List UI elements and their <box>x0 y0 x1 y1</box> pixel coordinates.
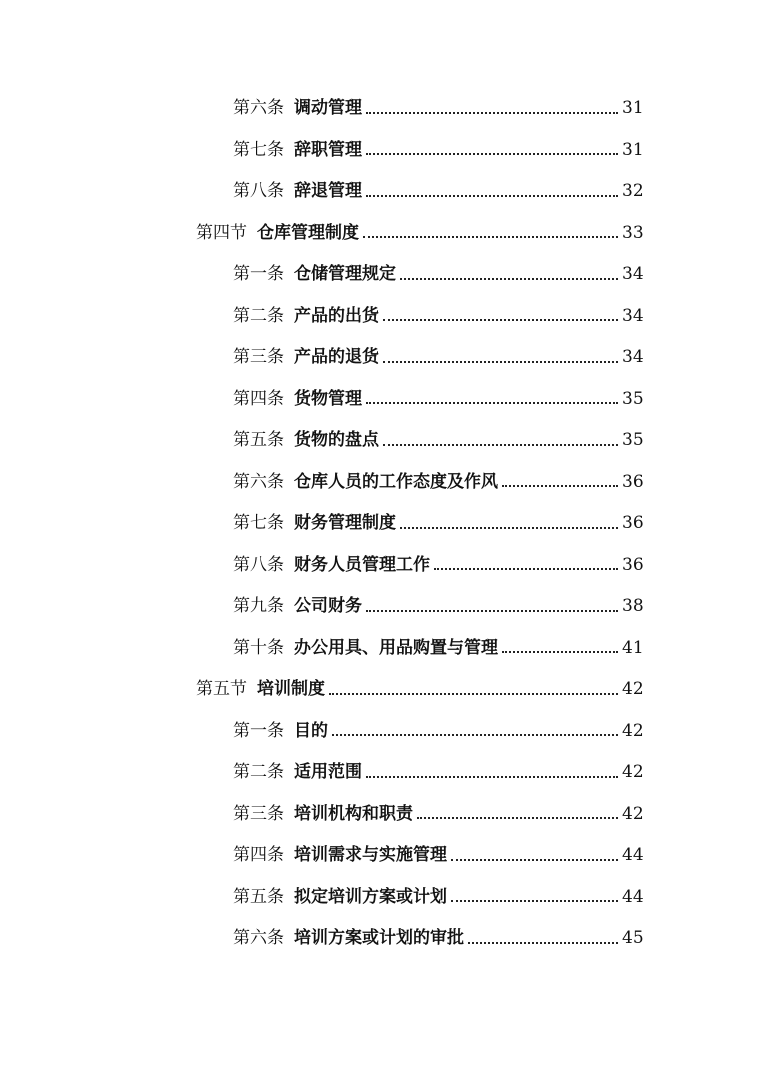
toc-entry[interactable] <box>0 254 761 296</box>
toc-entry-page: 38 <box>622 596 644 617</box>
toc-entry[interactable] <box>0 628 761 670</box>
toc-entry-page: 33 <box>622 222 644 243</box>
toc-leader-dots <box>329 692 618 695</box>
toc-leader-dots <box>366 775 618 778</box>
toc-entry-page: 42 <box>622 679 644 700</box>
toc-entry[interactable] <box>0 545 761 587</box>
toc-entry-title: 产品的出货 <box>294 305 379 326</box>
toc-entry-number: 第十条 <box>233 637 284 658</box>
toc-entry-page: 35 <box>622 388 644 409</box>
toc-entry-title: 公司财务 <box>294 596 362 617</box>
toc-entry-title: 办公用具、用品购置与管理 <box>294 637 498 658</box>
toc-entry[interactable] <box>0 379 761 421</box>
toc-entry-title: 适用范围 <box>294 762 362 783</box>
toc-leader-dots <box>363 235 618 238</box>
toc-entry-number: 第六条 <box>233 98 284 119</box>
toc-leader-dots <box>383 443 618 446</box>
toc-entry-title: 培训机构和职责 <box>294 803 413 824</box>
toc-leader-dots <box>400 277 618 280</box>
toc-entry-title: 调动管理 <box>294 98 362 119</box>
toc-entry-number: 第九条 <box>233 596 284 617</box>
toc-entry-page: 32 <box>622 181 644 202</box>
toc-leader-dots <box>451 899 618 902</box>
toc-entry-page: 45 <box>622 928 644 949</box>
toc-entry-number: 第一条 <box>233 264 284 285</box>
toc-entry-title: 仓储管理规定 <box>294 264 396 285</box>
toc-leader-dots <box>383 318 618 321</box>
toc-entry-title: 辞职管理 <box>294 139 362 160</box>
toc-entry-title: 辞退管理 <box>294 181 362 202</box>
toc-entry-page: 31 <box>622 98 644 119</box>
toc-entry[interactable] <box>0 420 761 462</box>
toc-leader-dots <box>366 609 618 612</box>
toc-section-entry[interactable] <box>0 213 761 255</box>
toc-entry[interactable] <box>0 794 761 836</box>
toc-entry-page: 35 <box>622 430 644 451</box>
toc-entry-title: 目的 <box>294 720 328 741</box>
toc-entry-number: 第八条 <box>233 554 284 575</box>
toc-entry-number: 第七条 <box>233 513 284 534</box>
toc-entry-number: 第四条 <box>233 845 284 866</box>
toc-entry-page: 44 <box>622 886 644 907</box>
toc-entry-number: 第二条 <box>233 762 284 783</box>
toc-entry-title: 仓库人员的工作态度及作风 <box>294 471 498 492</box>
toc-entry-number: 第八条 <box>233 181 284 202</box>
table-of-contents <box>0 88 761 960</box>
toc-entry-number: 第五条 <box>233 430 284 451</box>
toc-entry[interactable] <box>0 296 761 338</box>
toc-entry-title: 拟定培训方案或计划 <box>294 886 447 907</box>
toc-entry-number: 第五节 <box>196 679 247 700</box>
toc-leader-dots <box>400 526 618 529</box>
toc-entry-page: 41 <box>622 637 644 658</box>
toc-leader-dots <box>502 650 618 653</box>
toc-entry-title: 培训方案或计划的审批 <box>294 928 464 949</box>
toc-entry[interactable] <box>0 130 761 172</box>
toc-entry-title: 培训需求与实施管理 <box>294 845 447 866</box>
toc-leader-dots <box>366 194 618 197</box>
toc-entry[interactable] <box>0 171 761 213</box>
toc-entry[interactable] <box>0 88 761 130</box>
toc-entry-page: 34 <box>622 305 644 326</box>
toc-entry[interactable] <box>0 503 761 545</box>
toc-entry-title: 产品的退货 <box>294 347 379 368</box>
toc-entry[interactable] <box>0 752 761 794</box>
toc-entry-page: 42 <box>622 720 644 741</box>
toc-leader-dots <box>332 733 618 736</box>
toc-entry[interactable] <box>0 462 761 504</box>
toc-entry-number: 第三条 <box>233 803 284 824</box>
toc-entry[interactable] <box>0 586 761 628</box>
toc-entry-title: 财务管理制度 <box>294 513 396 534</box>
toc-leader-dots <box>451 858 618 861</box>
toc-entry-title: 培训制度 <box>257 679 325 700</box>
toc-entry-number: 第四节 <box>196 222 247 243</box>
toc-entry-page: 34 <box>622 264 644 285</box>
toc-entry-number: 第六条 <box>233 928 284 949</box>
toc-leader-dots <box>468 941 618 944</box>
toc-entry-page: 36 <box>622 554 644 575</box>
toc-entry-page: 31 <box>622 139 644 160</box>
toc-entry-number: 第二条 <box>233 305 284 326</box>
toc-entry-title: 财务人员管理工作 <box>294 554 430 575</box>
toc-leader-dots <box>366 152 618 155</box>
toc-entry[interactable] <box>0 835 761 877</box>
toc-entry-page: 42 <box>622 762 644 783</box>
toc-entry-title: 货物的盘点 <box>294 430 379 451</box>
toc-entry-page: 44 <box>622 845 644 866</box>
toc-entry-page: 42 <box>622 803 644 824</box>
toc-entry-number: 第四条 <box>233 388 284 409</box>
toc-entry-page: 36 <box>622 471 644 492</box>
toc-entry-number: 第三条 <box>233 347 284 368</box>
toc-entry-number: 第六条 <box>233 471 284 492</box>
toc-entry[interactable] <box>0 337 761 379</box>
toc-leader-dots <box>383 360 618 363</box>
toc-entry-number: 第一条 <box>233 720 284 741</box>
toc-entry-title: 仓库管理制度 <box>257 222 359 243</box>
toc-entry-number: 第五条 <box>233 886 284 907</box>
toc-leader-dots <box>417 816 618 819</box>
toc-entry[interactable] <box>0 711 761 753</box>
toc-leader-dots <box>366 401 618 404</box>
toc-leader-dots <box>434 567 618 570</box>
toc-leader-dots <box>502 484 618 487</box>
toc-entry-number: 第七条 <box>233 139 284 160</box>
toc-leader-dots <box>366 111 618 114</box>
toc-section-entry[interactable] <box>0 669 761 711</box>
toc-entry-title: 货物管理 <box>294 388 362 409</box>
toc-entry-page: 36 <box>622 513 644 534</box>
toc-entry[interactable] <box>0 877 761 919</box>
toc-entry-page: 34 <box>622 347 644 368</box>
toc-entry[interactable] <box>0 918 761 960</box>
